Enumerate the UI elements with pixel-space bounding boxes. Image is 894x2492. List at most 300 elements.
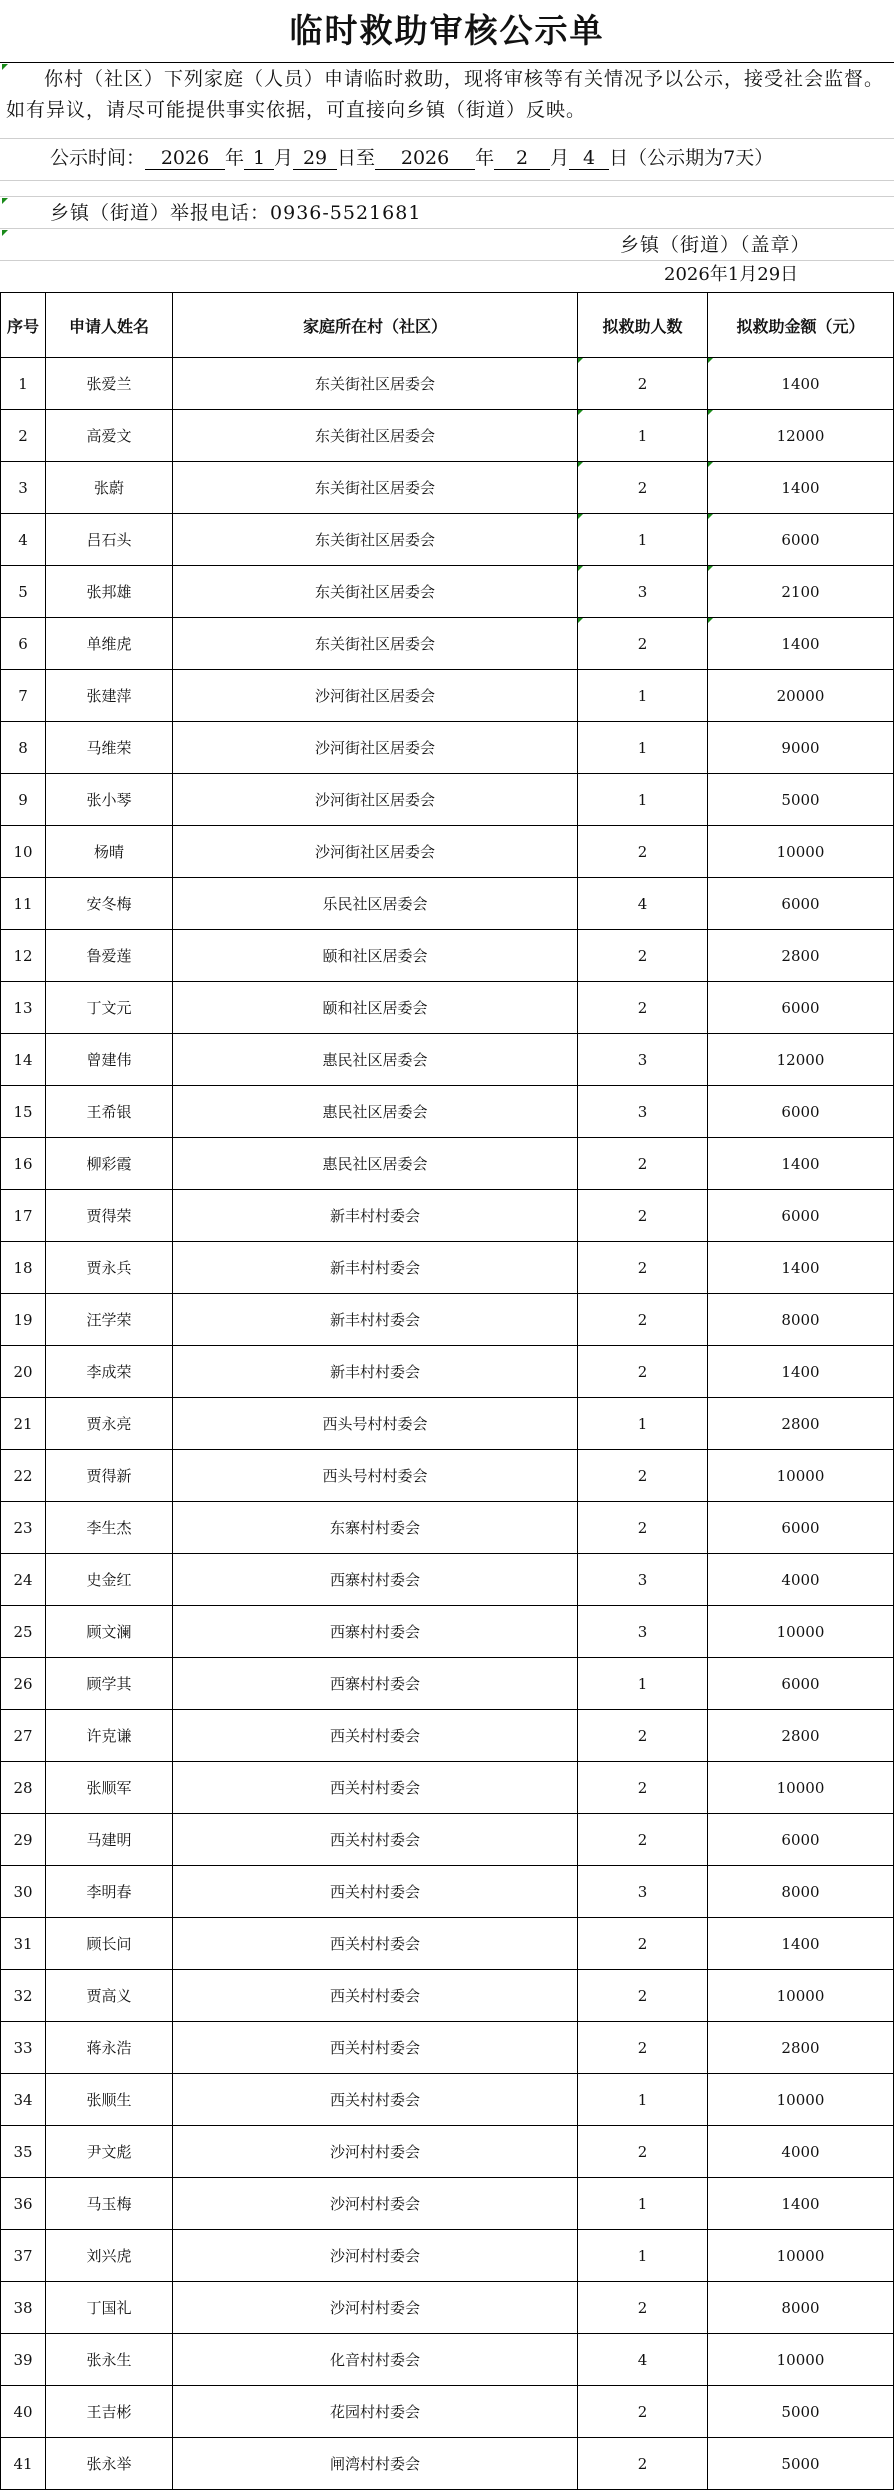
cell-amount: [708, 774, 894, 826]
table-row: [1, 1450, 894, 1502]
cell-comment-marker: [578, 566, 583, 571]
cell-village: [173, 2438, 578, 2490]
cell-amount-text: 1400: [781, 1362, 820, 1381]
cell-people-text: 3: [637, 1882, 648, 1901]
cell-name: [46, 1086, 173, 1138]
cell-name-text: 尹文彪: [86, 2143, 132, 2161]
cell-no: [1, 982, 46, 1034]
cell-name-text: 蒋永浩: [86, 2039, 132, 2057]
cell-people: [578, 1814, 708, 1866]
table-row: [1, 1242, 894, 1294]
cell-people: [578, 2438, 708, 2490]
cell-amount-text: 10000: [776, 1986, 825, 2005]
phone-label: 乡镇（街道）举报电话：: [50, 202, 271, 224]
cell-people: [578, 618, 708, 670]
cell-village: [173, 1606, 578, 1658]
cell-village-text: 西关村村委会: [329, 1935, 420, 1953]
cell-people-text: 3: [637, 1570, 648, 1589]
cell-no: [1, 2126, 46, 2178]
cell-name: [46, 878, 173, 930]
cell-amount-text: 4000: [781, 1570, 820, 1589]
cell-people-text: 4: [637, 894, 648, 913]
cell-name: [46, 1294, 173, 1346]
cell-people-text: 2: [637, 998, 648, 1017]
cell-no: [1, 1606, 46, 1658]
table-row: [1, 514, 894, 566]
cell-people-text: 2: [637, 2454, 648, 2473]
table-row: [1, 826, 894, 878]
cell-comment-marker: [578, 462, 583, 467]
cell-people-text: 2: [637, 1154, 648, 1173]
cell-name: [46, 2282, 173, 2334]
cell-no: [1, 1190, 46, 1242]
cell-amount: [708, 1658, 894, 1710]
cell-people: [578, 358, 708, 410]
cell-no: [1, 358, 46, 410]
cell-name: [46, 2178, 173, 2230]
cell-name: [46, 982, 173, 1034]
report-phone: [50, 196, 421, 230]
cell-amount: [708, 1814, 894, 1866]
day-to: 日至: [337, 147, 376, 169]
cell-amount-text: 1400: [781, 2194, 820, 2213]
cell-amount: [708, 722, 894, 774]
cell-amount-text: 8000: [781, 1310, 820, 1329]
table-row: [1, 1658, 894, 1710]
cell-people: [578, 2178, 708, 2230]
cell-village: [173, 1762, 578, 1814]
cell-amount: [708, 1138, 894, 1190]
cell-amount: [708, 2022, 894, 2074]
cell-amount-text: 20000: [776, 686, 825, 705]
cell-name-text: 史金红: [86, 1571, 132, 1589]
cell-no-text: 38: [13, 2298, 33, 2317]
cell-name-text: 柳彩霞: [86, 1155, 132, 1173]
cell-no-text: 41: [13, 2454, 33, 2473]
cell-village-text: 沙河村村委会: [329, 2247, 420, 2265]
cell-name: [46, 1138, 173, 1190]
cell-people-text: 2: [637, 1466, 648, 1485]
cell-no: [1, 1294, 46, 1346]
cell-village: [173, 2282, 578, 2334]
cell-people: [578, 2230, 708, 2282]
cell-village-text: 乐民社区居委会: [322, 895, 428, 913]
cell-name: [46, 1918, 173, 1970]
cell-amount-text: 10000: [776, 2350, 825, 2369]
cell-name: [46, 1242, 173, 1294]
cell-name: [46, 1606, 173, 1658]
cell-village-text: 惠民社区居委会: [322, 1103, 428, 1121]
cell-amount: [708, 826, 894, 878]
cell-amount-text: 6000: [781, 530, 820, 549]
cell-amount: [708, 2126, 894, 2178]
cell-people: [578, 2282, 708, 2334]
cell-people: [578, 722, 708, 774]
cell-people: [578, 2022, 708, 2074]
cell-amount-text: 4000: [781, 2142, 820, 2161]
cell-people: [578, 462, 708, 514]
cell-village: [173, 1242, 578, 1294]
cell-name-text: 张建萍: [86, 687, 132, 705]
cell-amount-text: 1400: [781, 478, 820, 497]
cell-name: [46, 2022, 173, 2074]
cell-no-text: 1: [18, 374, 28, 393]
cell-people-text: 2: [637, 1934, 648, 1953]
cell-amount: [708, 2438, 894, 2490]
cell-people-text: 2: [637, 842, 648, 861]
cell-people: [578, 1450, 708, 1502]
cell-amount-text: 2800: [781, 1414, 820, 1433]
cell-village-text: 沙河街社区居委会: [314, 739, 435, 757]
cell-no-text: 16: [13, 1154, 33, 1173]
cell-people-text: 2: [637, 1310, 648, 1329]
cell-no-text: 17: [13, 1206, 33, 1225]
cell-village: [173, 1710, 578, 1762]
cell-name-text: 张永举: [86, 2455, 132, 2473]
table-row: [1, 1034, 894, 1086]
cell-people-text: 1: [637, 2194, 648, 2213]
cell-no-text: 23: [13, 1518, 33, 1537]
cell-amount: [708, 1086, 894, 1138]
cell-no: [1, 2334, 46, 2386]
cell-no: [1, 566, 46, 618]
cell-name-text: 张爱兰: [86, 375, 132, 393]
cell-no-text: 36: [13, 2194, 33, 2213]
cell-people: [578, 826, 708, 878]
month-unit: 月: [274, 147, 294, 169]
cell-village: [173, 670, 578, 722]
cell-name-text: 顾长问: [86, 1935, 132, 1953]
cell-people-text: 1: [637, 738, 648, 757]
table-row: [1, 1866, 894, 1918]
cell-no-text: 37: [13, 2246, 33, 2265]
cell-no: [1, 1450, 46, 1502]
cell-name: [46, 566, 173, 618]
cell-people-text: 1: [637, 530, 648, 549]
cell-village: [173, 2178, 578, 2230]
cell-no-text: 28: [13, 1778, 33, 1797]
cell-people: [578, 1762, 708, 1814]
cell-no-text: 8: [18, 738, 28, 757]
table-row: [1, 1190, 894, 1242]
cell-name: [46, 722, 173, 774]
cell-no-text: 10: [13, 842, 33, 861]
cell-no: [1, 410, 46, 462]
cell-no: [1, 1918, 46, 1970]
cell-no: [1, 722, 46, 774]
cell-name-text: 高爱文: [86, 427, 132, 445]
divider: [0, 138, 894, 139]
cell-no: [1, 1710, 46, 1762]
cell-village-text: 化音村村委会: [329, 2351, 420, 2369]
table-row: [1, 1710, 894, 1762]
cell-no-text: 7: [18, 686, 28, 705]
cell-people: [578, 1242, 708, 1294]
cell-village: [173, 1346, 578, 1398]
cell-name: [46, 1034, 173, 1086]
cell-people: [578, 1918, 708, 1970]
cell-amount-text: 12000: [776, 1050, 825, 1069]
cell-no-text: 14: [13, 1050, 33, 1069]
cell-amount: [708, 930, 894, 982]
col-header-village: 家庭所在村（社区）: [173, 293, 578, 358]
cell-amount-text: 10000: [776, 2246, 825, 2265]
phone-number: 0936-5521681: [270, 202, 422, 224]
table-row: [1, 2022, 894, 2074]
cell-no-text: 2: [18, 426, 28, 445]
cell-village: [173, 1814, 578, 1866]
cell-comment-marker: [2, 198, 8, 204]
cell-amount: [708, 878, 894, 930]
cell-name-text: 汪学荣: [86, 1311, 132, 1329]
cell-no-text: 35: [13, 2142, 33, 2161]
cell-name-text: 单维虎: [86, 635, 132, 653]
table-row: [1, 618, 894, 670]
cell-no-text: 11: [13, 894, 33, 913]
cell-no: [1, 2438, 46, 2490]
col-header-name: 申请人姓名: [46, 293, 173, 358]
cell-people-text: 1: [637, 2090, 648, 2109]
table-row: [1, 1294, 894, 1346]
cell-amount-text: 5000: [781, 790, 820, 809]
cell-village: [173, 2074, 578, 2126]
cell-name: [46, 826, 173, 878]
cell-people-text: 1: [637, 426, 648, 445]
cell-people-text: 3: [637, 1102, 648, 1121]
cell-no: [1, 1242, 46, 1294]
cell-people: [578, 2126, 708, 2178]
cell-village-text: 东寨村村委会: [329, 1519, 420, 1537]
cell-village: [173, 878, 578, 930]
cell-amount-text: 6000: [781, 1518, 820, 1537]
cell-amount: [708, 1034, 894, 1086]
cell-amount: [708, 1866, 894, 1918]
cell-name: [46, 1866, 173, 1918]
period-note: （公示期为7天）: [628, 147, 774, 169]
cell-amount-text: 10000: [776, 842, 825, 861]
cell-name: [46, 1554, 173, 1606]
cell-amount: [708, 1710, 894, 1762]
cell-people: [578, 2334, 708, 2386]
cell-name-text: 李成荣: [86, 1363, 132, 1381]
cell-amount-text: 6000: [781, 894, 820, 913]
cell-name: [46, 1762, 173, 1814]
table-row: [1, 1554, 894, 1606]
cell-comment-marker: [708, 358, 713, 363]
cell-name-text: 贾永兵: [86, 1259, 132, 1277]
cell-village: [173, 1866, 578, 1918]
cell-village: [173, 1658, 578, 1710]
cell-name: [46, 1710, 173, 1762]
end-month: 2: [494, 147, 550, 170]
cell-village: [173, 2334, 578, 2386]
cell-village-text: 沙河村村委会: [329, 2143, 420, 2161]
cell-name: [46, 774, 173, 826]
cell-amount: [708, 670, 894, 722]
cell-village-text: 西寨村村委会: [329, 1571, 420, 1589]
cell-village: [173, 358, 578, 410]
table-row: [1, 930, 894, 982]
cell-no-text: 30: [13, 1882, 33, 1901]
cell-name: [46, 410, 173, 462]
table-row: [1, 1086, 894, 1138]
cell-no: [1, 2178, 46, 2230]
cell-people-text: 2: [637, 1258, 648, 1277]
start-year: 2026: [145, 147, 225, 170]
cell-village: [173, 514, 578, 566]
cell-name-text: 王希银: [86, 1103, 132, 1121]
cell-village-text: 西关村村委会: [329, 1831, 420, 1849]
cell-no: [1, 1554, 46, 1606]
cell-name: [46, 2126, 173, 2178]
cell-name-text: 杨晴: [93, 843, 124, 861]
cell-village: [173, 1190, 578, 1242]
cell-amount-text: 10000: [776, 1466, 825, 1485]
cell-amount-text: 10000: [776, 2090, 825, 2109]
cell-village: [173, 2230, 578, 2282]
cell-no: [1, 2022, 46, 2074]
col-header-no: 序号: [1, 293, 46, 358]
cell-no-text: 21: [13, 1414, 33, 1433]
cell-village-text: 西关村村委会: [329, 2091, 420, 2109]
cell-amount-text: 9000: [781, 738, 820, 757]
cell-village: [173, 722, 578, 774]
cell-no: [1, 1138, 46, 1190]
cell-village: [173, 1502, 578, 1554]
cell-name-text: 王吉彬: [86, 2403, 132, 2421]
year-unit: 年: [475, 147, 495, 169]
cell-people: [578, 774, 708, 826]
cell-no-text: 31: [13, 1934, 33, 1953]
end-year: 2026: [375, 147, 475, 170]
cell-people: [578, 1190, 708, 1242]
cell-no-text: 12: [13, 946, 33, 965]
cell-no-text: 18: [13, 1258, 33, 1277]
cell-amount: [708, 514, 894, 566]
cell-no: [1, 1346, 46, 1398]
table-row: [1, 1502, 894, 1554]
cell-comment-marker: [578, 618, 583, 623]
cell-no-text: 5: [18, 582, 28, 601]
cell-amount: [708, 1606, 894, 1658]
cell-no-text: 15: [13, 1102, 33, 1121]
cell-amount-text: 6000: [781, 1102, 820, 1121]
cell-no: [1, 670, 46, 722]
cell-village: [173, 982, 578, 1034]
col-header-people: 拟救助人数: [578, 293, 708, 358]
cell-village: [173, 774, 578, 826]
cell-people: [578, 1866, 708, 1918]
table-row: [1, 1814, 894, 1866]
cell-village: [173, 618, 578, 670]
cell-name-text: 张小琴: [86, 791, 132, 809]
cell-people-text: 1: [637, 686, 648, 705]
cell-no: [1, 774, 46, 826]
cell-people-text: 3: [637, 1622, 648, 1641]
cell-amount: [708, 1502, 894, 1554]
cell-amount-text: 1400: [781, 1258, 820, 1277]
cell-name-text: 马维荣: [86, 739, 132, 757]
period-label: 公示时间：: [50, 147, 146, 169]
table-row: [1, 1918, 894, 1970]
cell-people-text: 2: [637, 478, 648, 497]
cell-no: [1, 1502, 46, 1554]
cell-no-text: 25: [13, 1622, 33, 1641]
cell-village-text: 东关街社区居委会: [314, 583, 435, 601]
cell-comment-marker: [708, 514, 713, 519]
cell-amount-text: 1400: [781, 634, 820, 653]
cell-name-text: 马建明: [86, 1831, 132, 1849]
year-unit: 年: [225, 147, 245, 169]
cell-name-text: 张邦雄: [86, 583, 132, 601]
cell-village-text: 东关街社区居委会: [314, 427, 435, 445]
cell-no: [1, 1086, 46, 1138]
cell-village-text: 西关村村委会: [329, 2039, 420, 2057]
cell-village-text: 东关街社区居委会: [314, 531, 435, 549]
table-row: [1, 2282, 894, 2334]
cell-name: [46, 2386, 173, 2438]
cell-amount: [708, 1398, 894, 1450]
cell-people-text: 3: [637, 1050, 648, 1069]
cell-no: [1, 462, 46, 514]
cell-no: [1, 1398, 46, 1450]
cell-amount-text: 2800: [781, 946, 820, 965]
cell-village-text: 惠民社区居委会: [322, 1155, 428, 1173]
cell-name-text: 曾建伟: [86, 1051, 132, 1069]
cell-village: [173, 1554, 578, 1606]
cell-no-text: 34: [13, 2090, 33, 2109]
cell-no-text: 6: [18, 634, 28, 653]
cell-people: [578, 410, 708, 462]
cell-name-text: 顾文澜: [86, 1623, 132, 1641]
cell-comment-marker: [578, 514, 583, 519]
cell-amount-text: 1400: [781, 1154, 820, 1173]
table-row: [1, 2438, 894, 2490]
cell-no: [1, 2282, 46, 2334]
cell-no: [1, 1762, 46, 1814]
cell-people-text: 4: [637, 2350, 648, 2369]
month-unit: 月: [550, 147, 570, 169]
cell-people-text: 2: [637, 634, 648, 653]
cell-amount: [708, 462, 894, 514]
cell-amount: [708, 1242, 894, 1294]
end-day: 4: [569, 147, 609, 170]
cell-comment-marker: [708, 618, 713, 623]
table-row: [1, 462, 894, 514]
table-row: [1, 358, 894, 410]
cell-amount: [708, 982, 894, 1034]
cell-no-text: 32: [13, 1986, 33, 2005]
cell-amount-text: 1400: [781, 374, 820, 393]
cell-village-text: 惠民社区居委会: [322, 1051, 428, 1069]
cell-village-text: 新丰村村委会: [329, 1259, 420, 1277]
cell-no-text: 39: [13, 2350, 33, 2369]
cell-village: [173, 1970, 578, 2022]
divider: [0, 62, 894, 63]
cell-people: [578, 1398, 708, 1450]
cell-name: [46, 930, 173, 982]
cell-people: [578, 1086, 708, 1138]
cell-no-text: 40: [13, 2402, 33, 2421]
cell-amount-text: 12000: [776, 426, 825, 445]
cell-comment-marker: [578, 410, 583, 415]
cell-amount-text: 6000: [781, 998, 820, 1017]
cell-amount-text: 2100: [781, 582, 820, 601]
cell-people-text: 2: [637, 2298, 648, 2317]
cell-amount-text: 2800: [781, 2038, 820, 2057]
cell-people: [578, 878, 708, 930]
cell-no-text: 4: [18, 530, 28, 549]
